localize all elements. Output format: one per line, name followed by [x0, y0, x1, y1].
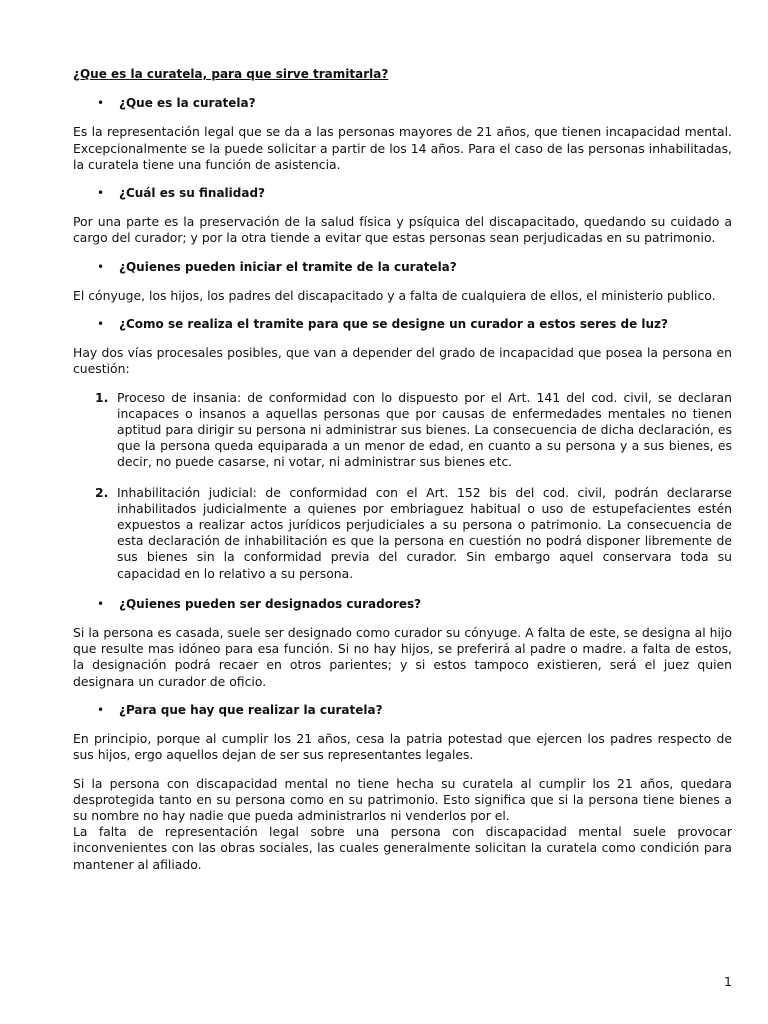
paragraph: Es la representación legal que se da a las personas mayores de 21 años, que tienen incapacidad mental. Excepcionalmente se la puede solicitar a partir de los 14 años. Para el caso de las personas inhabilitadas, la curatela tiene una función de asistencia.	[73, 124, 732, 172]
bullet-icon: •	[97, 186, 105, 201]
paragraph: En principio, porque al cumplir los 21 años, cesa la patria potestad que ejercen los padres respecto de sus hijos, ergo aquellos dejan de ser sus representantes legales.	[73, 731, 732, 763]
section-heading-text: ¿Para que hay que realizar la curatela?	[119, 702, 383, 717]
paragraph: La falta de representación legal sobre una persona con discapacidad mental suele provocar inconvenientes con las obras sociales, las cuales generalmente solicitan la curatela como condición para mantener al afiliado.	[73, 824, 732, 872]
list-item-text: Inhabilitación judicial: de conformidad con el Art. 152 bis del cod. civil, podrán declararse inhabilitados judicialmente a quienes por embriaguez habitual o uso de estupefacientes estén expuestos a realizar actos jurídicos perjudiciales a su persona o patrimonio. La consecuencia de esta declaración de inhabilitación es que la persona en cuestión no podrá disponer libremente de sus bienes sin la conformidad previa del curador. Sin embargo aquel conservara toda su capacidad en lo relativo a su persona.	[117, 484, 732, 581]
section-heading-que-es	[97, 95, 732, 111]
list-number: 2.	[95, 484, 109, 500]
section-heading-text: ¿Cuál es su finalidad?	[119, 186, 266, 201]
bullet-icon: •	[97, 702, 105, 717]
numbered-list	[73, 390, 732, 582]
page-number: 1	[724, 974, 732, 989]
paragraph: Si la persona es casada, suele ser designado como curador su cónyuge. A falta de este, se designa al hijo que resulte mas idóneo para esa función. Si no hay hijos, se preferirá al padre o madre. a falta de estos, la designación podrá recaer en otros parientes; y si estos tampoco existieren, será el juez quien designara un curador de oficio.	[73, 625, 732, 689]
section-heading-text: ¿Como se realiza el tramite para que se designe un curador a estos seres de luz?	[119, 317, 668, 332]
paragraph: Por una parte es la preservación de la salud física y psíquica del discapacitado, quedando su cuidado a cargo del curador; y por la otra tiende a evitar que estas personas sean perjudicadas en su patrimonio.	[73, 214, 732, 246]
document-page	[73, 66, 732, 885]
section-heading-quienes-inician	[97, 259, 732, 275]
document-title: ¿Que es la curatela, para que sirve tramitarla?	[73, 67, 389, 81]
section-heading-para-que	[97, 702, 732, 718]
list-item-text: Proceso de insania: de conformidad con lo dispuesto por el Art. 141 del cod. civil, se declaran incapaces o insanos a aquellas personas que por causas de enfermedades mentales no tienen aptitud para dirigir su persona ni administrar sus bienes. La consecuencia de dicha declaración, es que la persona queda equiparada a un menor de edad, en cuanto a su persona y a sus bienes, es decir, no puede casarse, ni votar, ni administrar sus bienes etc.	[117, 389, 732, 470]
section-heading-text: ¿Que es la curatela?	[119, 96, 256, 111]
section-heading-text: ¿Quienes pueden ser designados curadores?	[119, 596, 422, 611]
paragraph: Hay dos vías procesales posibles, que van a depender del grado de incapacidad que posea la persona en cuestión:	[73, 345, 732, 377]
bullet-icon: •	[97, 596, 105, 611]
bullet-icon: •	[97, 317, 105, 332]
section-heading-text: ¿Quienes pueden iniciar el tramite de la curatela?	[119, 259, 457, 274]
bullet-icon: •	[97, 96, 105, 111]
paragraph: El cónyuge, los hijos, los padres del discapacitado y a falta de cualquiera de ellos, el ministerio publico.	[73, 287, 716, 303]
bullet-icon: •	[97, 259, 105, 274]
paragraph: Si la persona con discapacidad mental no tiene hecha su curatela al cumplir los 21 años, quedara desprotegida tanto en su persona como en su patrimonio. Esto significa que si la persona tiene bienes a su nombre no hay nadie que pueda administrarlos ni venderlos por el.	[73, 775, 732, 823]
section-heading-designados	[97, 596, 732, 612]
list-item	[95, 485, 732, 582]
list-number: 1.	[95, 389, 109, 405]
section-heading-como-se-realiza	[97, 316, 732, 332]
list-item	[95, 390, 732, 471]
section-heading-finalidad	[97, 185, 732, 201]
